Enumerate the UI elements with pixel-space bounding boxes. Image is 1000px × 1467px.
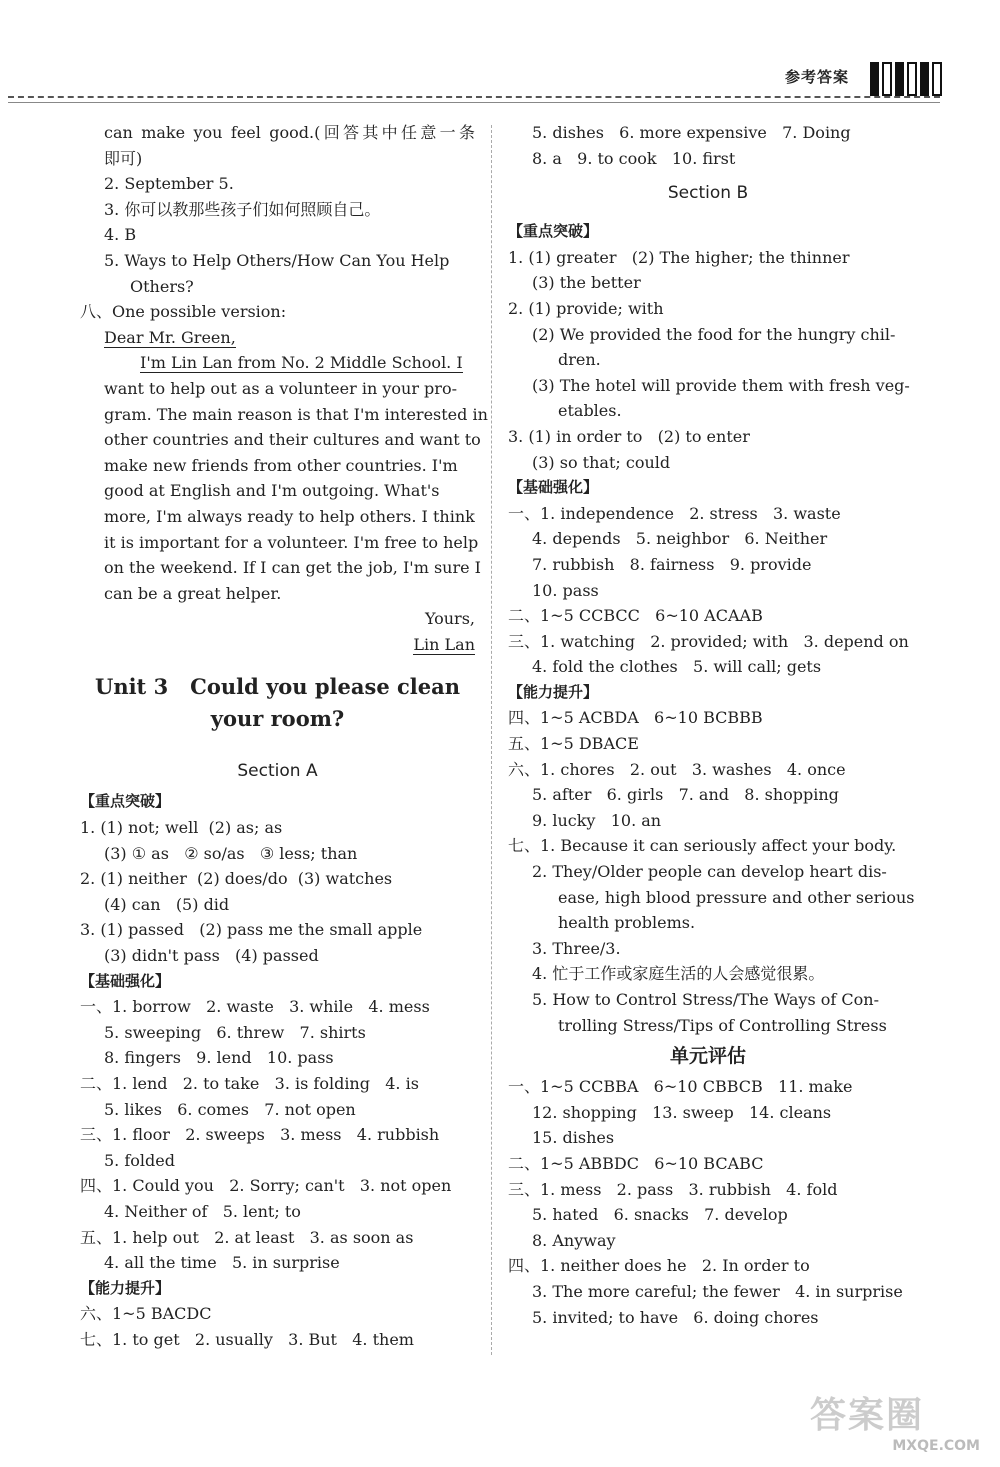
answer-line: 4. B [104,225,137,245]
answer-line: 3. (1) in order to (2) to enter [508,426,750,446]
answer-line: 5. after 6. girls 7. and 8. shopping [532,785,839,805]
right-column [508,120,915,1330]
answer-line: (3) didn't pass (4) passed [104,946,319,966]
header-logo-bars [870,62,942,96]
watermark-url: MXQE.COM [892,1438,980,1454]
letter-line: on the weekend. If I can get the job, I'm sure I [104,558,481,578]
answer-line: 5. invited; to have 6. doing chores [532,1307,819,1327]
answer-line: 4. 忙于工作或家庭生活的人会感觉很累。 [532,964,825,984]
answer-line: 即可) [104,148,143,168]
answer-line: dren. [558,350,601,370]
answer-line: 8. fingers 9. lend 10. pass [104,1048,334,1068]
answer-line: 4. Neither of 5. lent; to [104,1201,301,1221]
section-b-heading: Section B [667,183,749,204]
header-rule [8,102,940,103]
answer-line: 八、One possible version: [80,302,287,322]
answer-line: 3. 你可以教那些孩子们如何照顾自己。 [104,199,381,219]
answer-line: 二、1~5 CCBCC 6~10 ACAAB [508,606,763,626]
answer-line: 五、1. help out 2. at least 3. as soon as [80,1227,414,1247]
watermark-logo-text: 答案圈 [810,1395,925,1436]
unit-evaluation-heading: 单元评估 [669,1045,746,1068]
header-dashed-rule [8,96,940,98]
answer-line: 2. (1) provide; with [508,298,664,318]
unit-title: Unit 3 Could you please clean your room? [95,674,460,732]
tag-key-points: 【重点突破】 [508,222,599,241]
answer-line: 二、1~5 ABBDC 6~10 BCABC [508,1153,764,1173]
answer-line: 四、1~5 ACBDA 6~10 BCBBB [508,708,763,728]
answer-line: (3) so that; could [532,452,671,472]
answer-line: (3) the better [532,273,641,293]
answer-line: 5. dishes 6. more expensive 7. Doing [532,123,851,142]
letter-line: want to help out as a volunteer in your pro- [104,378,457,398]
answer-line: 9. lucky 10. an [532,810,662,830]
answer-line: 三、1. mess 2. pass 3. rubbish 4. fold [508,1179,838,1199]
tag-basics: 【基础强化】 [80,971,171,990]
answer-line: 2. September 5. [104,174,234,194]
answer-line: (4) can (5) did [104,894,230,914]
answer-line: 5. hated 6. snacks 7. develop [532,1205,788,1225]
answer-line: 5. Ways to Help Others/How Can You Help [104,250,450,270]
answer-line: 12. shopping 13. sweep 14. cleans [532,1102,832,1122]
answer-line: 8. a 9. to cook 10. first [532,148,736,168]
tag-improvement: 【能力提升】 [508,682,599,701]
answer-line: 4. fold the clothes 5. will call; gets [532,657,822,677]
answer-line: 2. (1) neither (2) does/do (3) watches [80,869,393,889]
answer-line: 一、1~5 CCBBA 6~10 CBBCB 11. make [508,1077,853,1097]
answer-line: 3. The more careful; the fewer 4. in surprise [532,1281,903,1301]
answer-line: 三、1. floor 2. sweeps 3. mess 4. rubbish [80,1125,440,1145]
answer-line: 一、1. borrow 2. waste 3. while 4. mess [80,997,430,1017]
letter-closing: Yours, [424,609,475,629]
answer-line: 1. (1) greater (2) The higher; the thinner [508,247,850,267]
answer-line: 7. rubbish 8. fairness 9. provide [532,554,812,574]
answer-line: 10. pass [532,580,599,600]
letter-line: other countries and their cultures and want to [104,430,481,450]
answer-line: trolling Stress/Tips of Controlling Stress [558,1015,887,1035]
answer-line: Others? [130,276,194,296]
letter-signature: Lin Lan [413,634,475,654]
answer-line: 七、1. Because it can seriously affect your body. [508,836,897,856]
answer-line: 5. How to Control Stress/The Ways of Con- [532,990,879,1009]
header-label: 参考答案 [785,68,850,86]
answer-line: 四、1. Could you 2. Sorry; can't 3. not open [80,1176,452,1196]
answer-line: 4. all the time 5. in surprise [104,1253,340,1273]
letter-line: more, I'm always ready to help others. I think [104,506,475,526]
answer-line: (2) We provided the food for the hungry chil- [532,324,896,344]
answer-line: 五、1~5 DBACE [508,734,639,754]
letter-line: good at English and I'm outgoing. What's [104,481,440,501]
answer-line: health problems. [558,913,696,933]
answer-line: 四、1. neither does he 2. In order to [508,1256,810,1276]
answer-line: 5. folded [104,1150,175,1170]
letter-salutation: Dear Mr. Green, [104,327,236,347]
letter-line: I'm Lin Lan from No. 2 Middle School. I [140,353,463,373]
letter-line: it is important for a volunteer. I'm free to help [104,532,479,552]
answer-line: 5. sweeping 6. threw 7. shirts [104,1022,366,1042]
left-column [80,120,488,1353]
answer-line: 二、1. lend 2. to take 3. is folding 4. is [80,1074,419,1093]
answer-line: 3. (1) passed (2) pass me the small apple [80,920,423,940]
answer-line: 3. Three/3. [532,938,621,958]
answer-line: 8. Anyway [532,1230,616,1250]
watermark-logo [810,1387,980,1457]
answer-line: 2. They/Older people can develop heart dis- [532,862,887,882]
letter-line: can be a great helper. [104,583,282,603]
answer-line: 三、1. watching 2. provided; with 3. depend on [508,631,909,651]
letter-line: gram. The main reason is that I'm interested in [104,404,488,424]
tag-basics: 【基础强化】 [508,478,599,497]
answer-line: ease, high blood pressure and other serious [558,887,915,907]
answer-line: 4. depends 5. neighbor 6. Neither [532,529,828,549]
column-divider [491,125,492,1355]
answer-line: 六、1. chores 2. out 3. washes 4. once [508,759,846,779]
page-header [0,0,1000,110]
section-a-heading: Section A [237,761,318,782]
answer-line: 5. likes 6. comes 7. not open [104,1099,356,1119]
answer-line: (3) ① as ② so/as ③ less; than [104,843,358,863]
tag-key-points: 【重点突破】 [80,792,171,811]
answer-line: 1. (1) not; well (2) as; as [80,818,283,838]
answer-line: 一、1. independence 2. stress 3. waste [508,503,841,523]
answer-line: 七、1. to get 2. usually 3. But 4. them [80,1329,414,1349]
answer-line: (3) The hotel will provide them with fresh veg- [532,375,910,395]
answer-line: 六、1~5 BACDC [80,1304,212,1324]
answer-line: can make you feel good.(回答其中任意一条 [104,123,475,142]
answer-line: etables. [558,401,622,421]
letter-line: make new friends from other countries. I'm [104,455,458,475]
tag-improvement: 【能力提升】 [80,1278,171,1297]
answer-line: 15. dishes [532,1128,615,1148]
